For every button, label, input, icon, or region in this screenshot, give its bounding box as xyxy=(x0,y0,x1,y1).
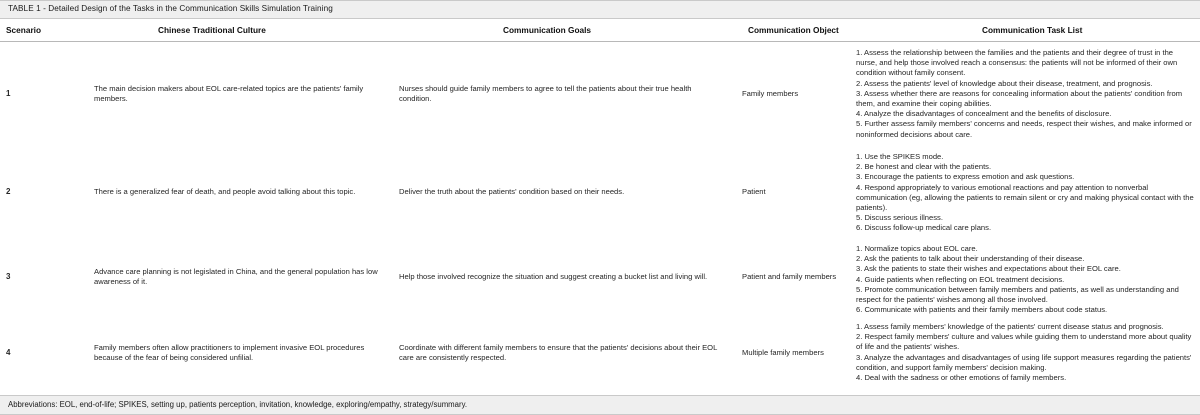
cell-scenario: 1 xyxy=(6,88,11,98)
cell-goals: Nurses should guide family members to agree to tell the patients about their true health condition. xyxy=(399,83,692,103)
cell-culture: The main decision makers about EOL care-related topics are the patients' family members. xyxy=(94,83,364,103)
cell-task-list xyxy=(850,238,1200,315)
task-list-item: 6. Communicate with patients and their family members about code status. xyxy=(856,305,1108,315)
cell-task-list xyxy=(850,146,1200,234)
table-row xyxy=(0,146,1200,238)
task-list-item: 5. Further assess family members' concerns and needs, respect their wishes, and make informed or noninformed decisions about care. xyxy=(856,119,1192,139)
column-header-scenario: Scenario xyxy=(6,25,42,35)
table-row xyxy=(0,238,1200,316)
cell-object: Patient and family members xyxy=(742,271,837,281)
cell-task-list xyxy=(850,42,1200,140)
task-list-item: 2. Respect family members' culture and values while guiding them to understand more about quality of life and the patients' wishes. xyxy=(856,332,1192,352)
cell-culture: Advance care planning is not legislated in China, and the general population has low awareness of it. xyxy=(94,266,378,286)
table-caption: TABLE 1 - Detailed Design of the Tasks in the Communication Skills Simulation Training xyxy=(0,0,1200,19)
cell-goals: Help those involved recognize the situation and suggest creating a bucket list and living will. xyxy=(399,271,708,281)
table-footnote: Abbreviations: EOL, end-of-life; SPIKES, setting up, patients perception, invitation, knowledge, exploring/empathy, strategy/summary. xyxy=(0,395,1200,415)
table-body xyxy=(0,42,1200,395)
task-list-item: 1. Normalize topics about EOL care. xyxy=(856,244,978,253)
column-header-goals: Communication Goals xyxy=(503,25,592,35)
cell-object: Multiple family members xyxy=(742,347,824,357)
task-list-item: 5. Discuss serious illness. xyxy=(856,213,943,223)
task-list-item: 1. Assess the relationship between the families and the patients and their degree of trust in the nurse, and help those involved reach a consensus: the patients will not be informed of their own condition without family consent. xyxy=(856,48,1178,78)
cell-scenario: 4 xyxy=(6,347,11,357)
table-header-row xyxy=(0,19,1200,42)
cell-object: Patient xyxy=(742,186,766,196)
cell-goals: Deliver the truth about the patients' condition based on their needs. xyxy=(399,186,625,196)
column-header-object: Communication Object xyxy=(748,25,839,35)
cell-task-list xyxy=(850,316,1200,383)
task-list-item: 4. Respond appropriately to various emotional reactions and pay attention to nonverbal communication (eg, allowing the patients to remain silent or cry and making physical contact with the patients). xyxy=(856,182,1194,213)
cell-object: Family members xyxy=(742,88,799,98)
cell-goals: Coordinate with different family members to ensure that the patients' decisions about their EOL care are consistently respected. xyxy=(399,342,718,362)
table-row xyxy=(0,316,1200,390)
task-list-item: 3. Assess whether there are reasons for concealing information about the patients' condition from them, and examine their coping abilities. xyxy=(856,88,1183,109)
task-list-item: 3. Encourage the patients to express emotion and ask questions. xyxy=(856,172,1075,182)
task-list-item: 3. Ask the patients to state their wishes and expectations about their EOL care. xyxy=(856,264,1121,274)
cell-culture: There is a generalized fear of death, and people avoid talking about this topic. xyxy=(94,186,356,196)
task-list-item: 1. Use the SPIKES mode. xyxy=(856,152,944,161)
task-list-item: 4. Guide patients when reflecting on EOL treatment decisions. xyxy=(856,274,1065,284)
task-list-item: 1. Assess family members' knowledge of the patients' current disease status and prognosis. xyxy=(856,322,1164,331)
task-list-item: 3. Analyze the advantages and disadvantages of using life support measures regarding the patients' condition, and support family members' decision making. xyxy=(856,352,1192,372)
column-header-tasks: Communication Task List xyxy=(982,25,1083,35)
task-list-item: 5. Promote communication between family members and patients, as well as understanding and respect for the patients' wishes among all those involved. xyxy=(856,284,1179,305)
cell-scenario: 2 xyxy=(6,186,11,196)
task-list-item: 2. Be honest and clear with the patients. xyxy=(856,162,992,172)
task-list-item: 6. Discuss follow-up medical care plans. xyxy=(856,223,992,233)
task-list-item: 2. Assess the patients' level of knowledge about their disease, treatment, and prognosis. xyxy=(856,78,1153,88)
task-list-item: 4. Deal with the sadness or other emotions of family members. xyxy=(856,373,1067,383)
column-header-culture: Chinese Traditional Culture xyxy=(158,25,266,35)
task-list-item: 2. Ask the patients to talk about their understanding of their disease. xyxy=(856,254,1085,264)
task-list-item: 4. Analyze the disadvantages of concealment and the benefits of disclosure. xyxy=(856,109,1112,119)
table-row xyxy=(0,42,1200,146)
cell-culture: Family members often allow practitioners to implement invasive EOL procedures because of the fear of being considered unfilial. xyxy=(94,342,365,362)
cell-scenario: 3 xyxy=(6,271,11,281)
